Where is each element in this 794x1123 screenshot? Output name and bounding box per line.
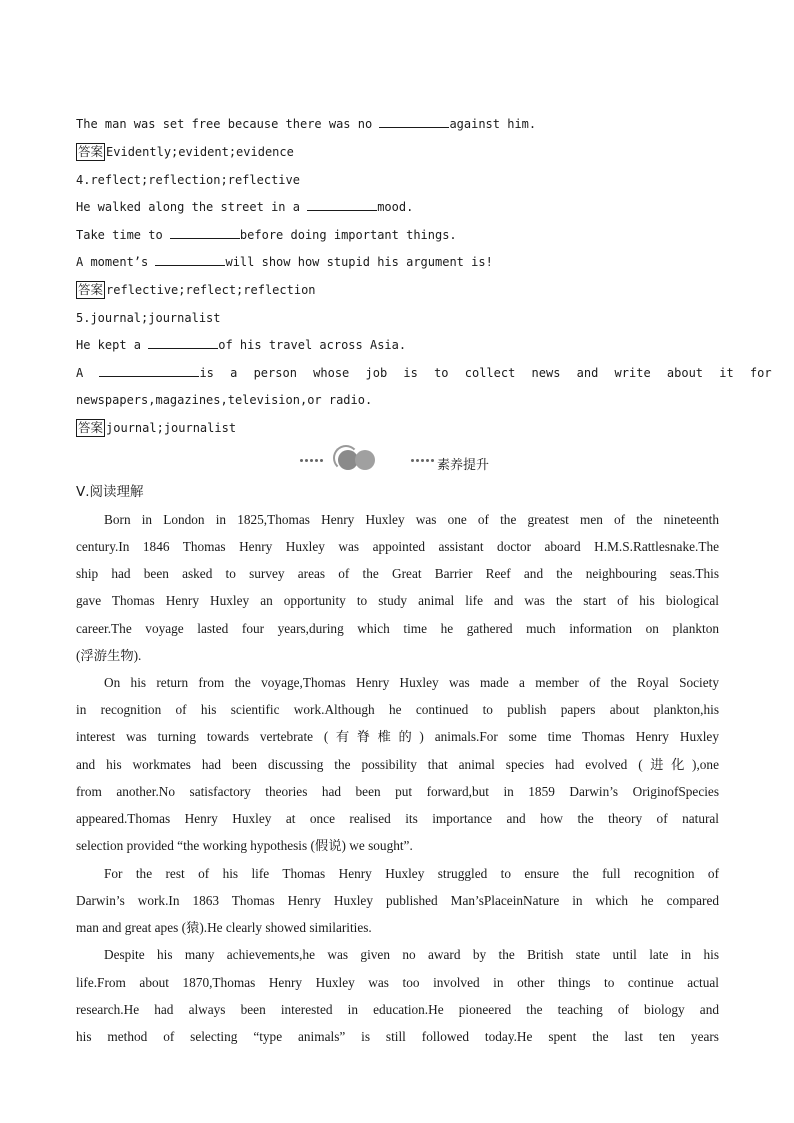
passage-line: in recognition of his scientific work.Although he continued to publish papers about plankton,his [76,702,719,717]
section-divider [300,445,500,475]
passage-line: research.He had always been interested in education.He pioneered the teaching of biology and [76,1002,719,1017]
passage-line: On his return from the voyage,Thomas Henry Huxley was made a member of the Royal Society [104,675,719,690]
q4-title: 4.reflect;reflection;reflective [76,173,300,187]
divider-dots-right [411,459,436,462]
q5-sentence-2-line-1: A is a person whose job is to collect news and write about it for [76,363,719,383]
answer-text: Evidently;evident;evidence [106,145,294,159]
passage-line: life.From about 1870,Thomas Henry Huxley was too involved in other things to continue actual [76,975,719,990]
passage-line: man and great apes (猿).He clearly showed similarities. [76,920,372,935]
answer-label: 答案 [78,420,104,435]
passage-line: ship had been asked to survey areas of the Great Barrier Reef and the neighbouring seas.This [76,566,719,581]
fill-blank [148,335,218,349]
passage-line: appeared.Thomas Henry Huxley at once realised its importance and how the theory of natural [76,811,719,826]
q4-sentence-3: A moment’s will show how stupid his argument is! [76,252,719,272]
divider-dots-left [300,459,325,462]
q4-answer [76,280,719,300]
q5-answer [76,418,719,438]
passage-line: gave Thomas Henry Huxley an opportunity to study animal life and was the start of his biological [76,593,719,608]
passage-line: century.In 1846 Thomas Henry Huxley was appointed assistant doctor aboard H.M.S.Rattlesnake.The [76,539,719,554]
q5-sentence-2-line-2: newspapers,magazines,television,or radio. [76,393,373,407]
passage-line: Despite his many achievements,he was given no award by the British state until late in his [104,947,719,962]
passage-line: selection provided “the working hypothesis (假说) we sought”. [76,838,413,853]
fill-blank [170,225,240,239]
q3-sentence-3: The man was set free because there was no against him. [76,114,719,134]
section-heading: Ⅴ.阅读理解 [76,484,144,500]
answer-text: journal;journalist [106,421,237,435]
q5-title: 5.journal;journalist [76,311,221,325]
answer-label: 答案 [78,282,104,297]
q3-answer [76,142,719,162]
passage-line: Born in London in 1825,Thomas Henry Huxley was one of the greatest men of the nineteenth [104,512,719,527]
passage-line: career.The voyage lasted four years,during which time he gathered much information on plankton [76,621,719,636]
passage-line: For the rest of his life Thomas Henry Huxley struggled to ensure the full recognition of [104,866,719,881]
section-divider-label: 素养提升 [437,458,490,473]
answer-text: reflective;reflect;reflection [106,283,316,297]
passage-line: interest was turning towards vertebrate (有脊椎的) animals.For some time Thomas Henry Huxley [76,729,719,744]
passage-line: Darwin’s work.In 1863 Thomas Henry Huxley published Man’sPlaceinNature in which he compared [76,893,719,908]
fill-blank [307,197,377,211]
answer-label: 答案 [78,144,104,159]
fill-blank [99,363,199,377]
divider-circle-icon [355,450,375,470]
q5-sentence-1: He kept a of his travel across Asia. [76,335,719,355]
passage-line: (浮游生物). [76,648,142,663]
passage-line: and his workmates had been discussing the possibility that animal species had evolved (进化),one [76,757,719,772]
fill-blank [155,252,225,266]
q4-sentence-1: He walked along the street in a mood. [76,197,719,217]
q4-sentence-2: Take time to before doing important things. [76,225,719,245]
fill-blank [379,114,449,128]
passage-line: his method of selecting “type animals” is still followed today.He spent the last ten years [76,1029,719,1044]
passage-line: from another.No satisfactory theories had been put forward,but in 1859 Darwin’s OriginofSpecies [76,784,719,799]
